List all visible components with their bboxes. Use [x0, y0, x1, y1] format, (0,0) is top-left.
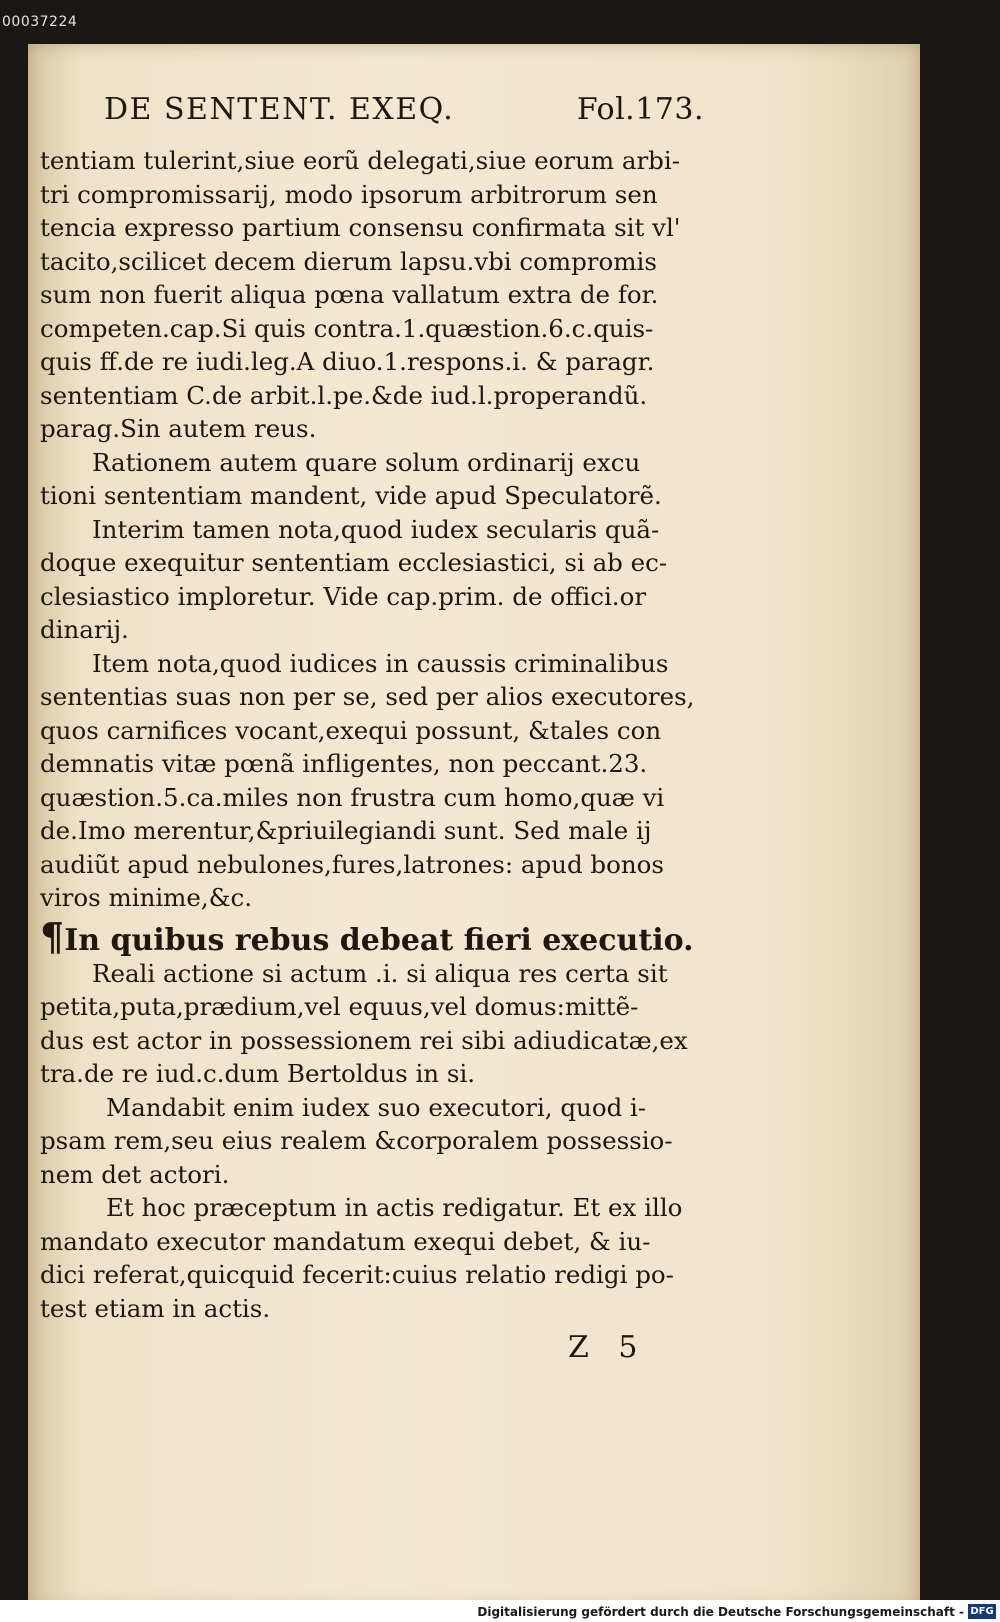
paragraph-line: quæstion.5.ca.miles non frustra cum homo,quæ vi	[40, 782, 665, 812]
paragraph-line: quos carnifices vocant,exequi possunt, &tales con	[40, 715, 662, 745]
paragraph-line: tra.de re iud.c.dum Bertoldus in si.	[40, 1059, 476, 1088]
paragraph-line: Rationem autem quare solum ordinarij excu	[92, 447, 641, 477]
signature-mark: Z 5	[568, 1330, 648, 1365]
folio-number: Fol.173.	[576, 92, 704, 127]
paragraph-line: petita,puta,prædium,vel equus,vel domus:mittẽ-	[40, 992, 639, 1021]
paragraph-line: Et hoc præceptum in actis redigatur. Et ex illo	[106, 1193, 683, 1222]
paragraph-line: sententias suas non per se, sed per alios executores,	[40, 682, 695, 711]
paragraph-line: viros minime,&c.	[40, 883, 253, 912]
paragraph-line: clesiastico imploretur. Vide cap.prim. de offici.or	[40, 581, 647, 611]
scan-id-label: 00037224	[2, 14, 78, 30]
footer-credit: Digitalisierung gefördert durch die Deutsche Forschungsgemeinschaft -	[477, 1605, 964, 1619]
text-line: parag.Sin autem reus.	[40, 414, 317, 443]
paragraph-line: de.Imo merentur,&priuilegiandi sunt. Sed male ij	[40, 816, 652, 845]
text-line: sententiam C.de arbit.l.pe.&de iud.l.properandũ.	[40, 380, 648, 410]
paragraph-line: Interim tamen nota,quod iudex secularis quã-	[92, 514, 660, 544]
paragraph-line: demnatis vitæ pœnã infligentes, non peccant.23.	[40, 749, 648, 778]
text-line: tencia expresso partium consensu confirmata sit vl'	[40, 213, 681, 242]
dfg-logo: DFG	[968, 1604, 996, 1619]
paragraph-line: doque exequitur sententiam ecclesiastici, si ab ec-	[40, 548, 668, 577]
paragraph-line: Reali actione si actum .i. si aliqua res certa sit	[92, 958, 668, 988]
text-line: quis ff.de re iudi.leg.A diuo.1.respons.i. & paragr.	[40, 347, 655, 376]
paragraph-line: audiũt apud nebulones,fures,latrones: apud bonos	[40, 849, 664, 879]
section-heading-text: In quibus rebus debeat fieri executio.	[64, 922, 694, 958]
paragraph-line: psam rem,seu eius realem &corporalem possessio-	[40, 1126, 673, 1155]
paragraph-line: dici referat,quicquid fecerit:cuius relatio redigi po-	[40, 1260, 674, 1289]
paragraph-line: test etiam in actis.	[40, 1293, 271, 1323]
pilcrow-mark: ¶	[40, 913, 65, 959]
text-line: competen.cap.Si quis contra.1.quæstion.6.c.quis-	[40, 313, 654, 343]
paragraph-line: nem det actori.	[40, 1159, 230, 1189]
running-header	[104, 92, 704, 127]
paragraph-line: dinarij.	[40, 615, 129, 644]
book-page	[28, 44, 920, 1608]
text-line: tacito,scilicet decem dierum lapsu.vbi compromis	[40, 246, 657, 276]
paragraph-line: mandato executor mandatum exequi debet, & iu-	[40, 1226, 651, 1256]
paragraph-line: dus est actor in possessionem rei sibi adiudicatæ,ex	[40, 1025, 688, 1055]
paragraph-line: tioni sententiam mandent, vide apud Speculatorẽ.	[40, 481, 662, 510]
text-line: tri compromissarij, modo ipsorum arbitrorum sen	[40, 179, 658, 209]
text-line: sum non fuerit aliqua pœna vallatum extra de for.	[40, 280, 659, 309]
paragraph-line: Item nota,quod iudices in caussis criminalibus	[92, 648, 669, 678]
section-heading	[40, 913, 720, 959]
text-line: tentiam tulerint,siue eorũ delegati,siue eorum arbi-	[40, 146, 680, 175]
paragraph-line: Mandabit enim iudex suo executori, quod i-	[106, 1092, 647, 1122]
running-title: DE SENTENT. EXEQ.	[104, 92, 455, 127]
page-body	[40, 144, 720, 1325]
digitization-footer	[0, 1600, 1000, 1622]
